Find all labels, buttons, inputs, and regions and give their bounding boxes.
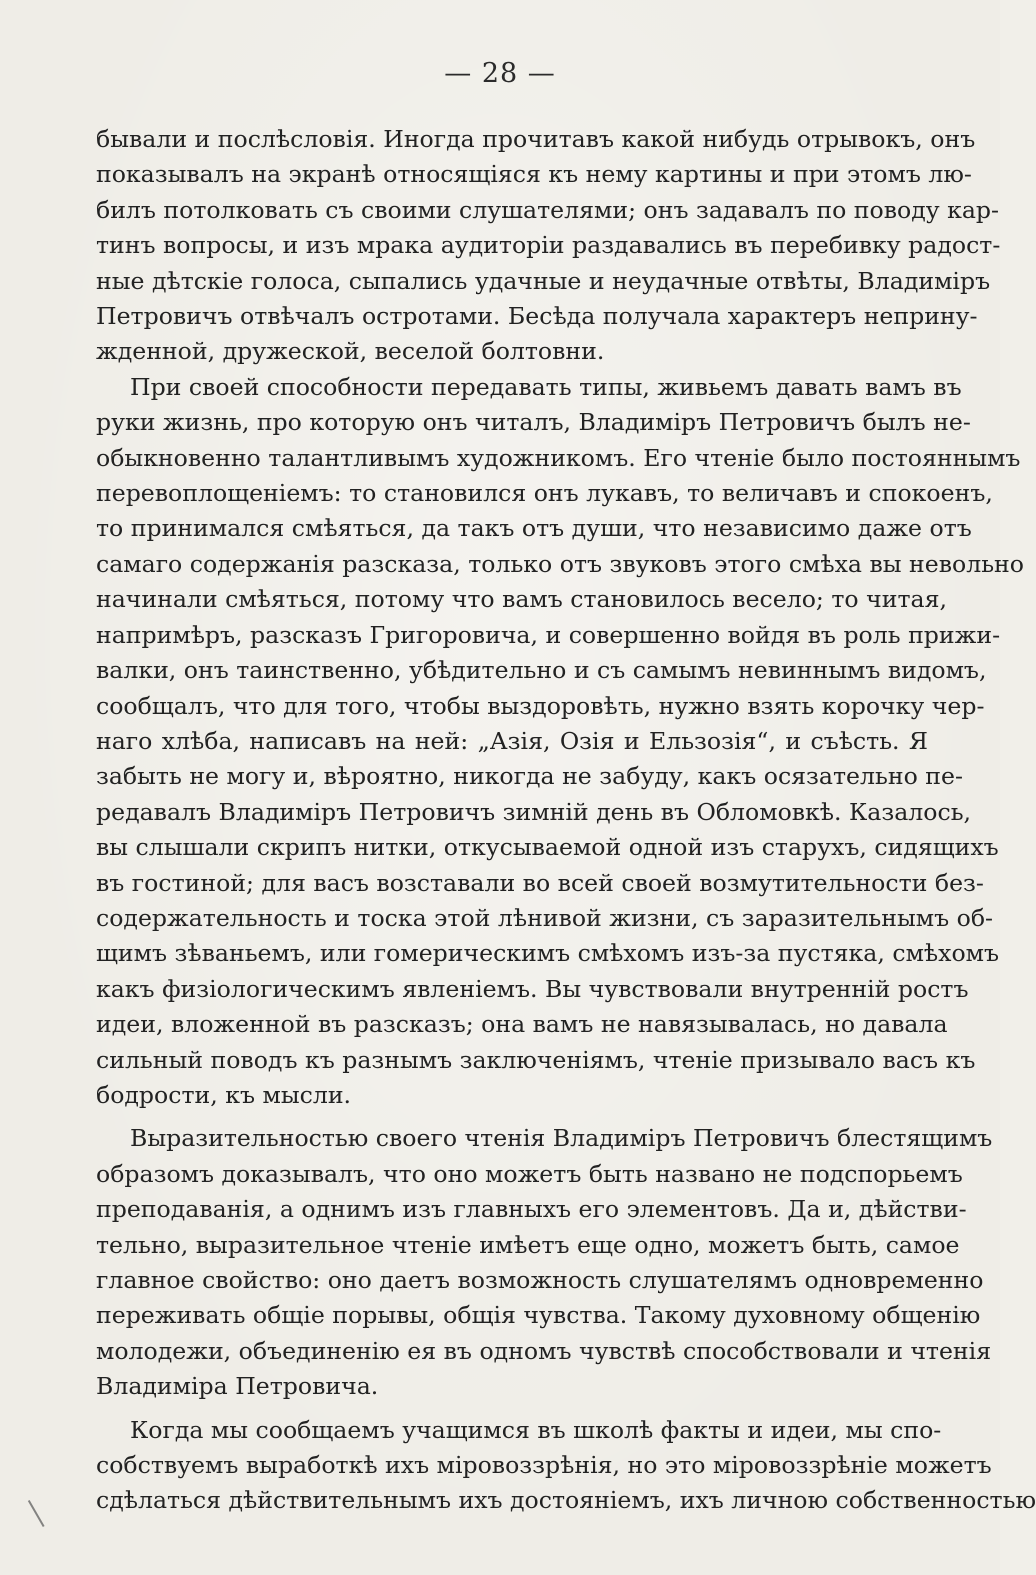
body-text <box>96 122 1036 1519</box>
text-line: главное свойство: оно даетъ возможность слушателямъ одновременно <box>96 1266 984 1294</box>
paragraph <box>96 1121 993 1404</box>
paragraph <box>96 370 1024 1114</box>
text-line: наго хлѣба, написавъ на ней: „Азія, Озія и Ельзозія“, и съѣсть. Я <box>96 726 928 755</box>
text-line: собствуемъ выработкѣ ихъ міровоззрѣнія, но это міровоззрѣніе можетъ <box>96 1451 992 1480</box>
text-line: сдѣлаться дѣйствительнымъ ихъ достояніемъ, ихъ личною собственностью <box>96 1486 1036 1515</box>
text-line: самаго содержанія разсказа, только отъ звуковъ этого смѣха вы невольно <box>96 549 1024 578</box>
paragraph <box>96 1413 1036 1519</box>
text-line: то принимался смѣяться, да такъ отъ души, что независимо даже отъ <box>96 514 972 543</box>
text-line: Петровичъ отвѣчалъ остротами. Бесѣда получала характеръ неприну- <box>96 302 978 331</box>
text-line: образомъ доказывалъ, что оно можетъ быть названо не подспорьемъ <box>96 1159 963 1188</box>
text-line: въ гостиной; для васъ возставали во всей своей возмутительности без- <box>96 868 984 897</box>
text-line: бодрости, къ мысли. <box>96 1080 352 1109</box>
paragraph <box>96 122 1001 370</box>
text-line: Когда мы сообщаемъ учащимся въ школѣ факты и идеи, мы спо- <box>130 1415 942 1444</box>
text-line: напримѣръ, разсказъ Григоровича, и совершенно войдя въ роль прижи- <box>96 620 1001 649</box>
text-line: какъ физіологическимъ явленіемъ. Вы чувствовали внутренній ростъ <box>96 974 969 1003</box>
text-line: содержательность и тоска этой лѣнивой жизни, съ заразительнымъ об- <box>96 903 994 932</box>
text-line: При своей способности передавать типы, живьемъ давать вамъ въ <box>130 372 962 401</box>
text-line: преподаванія, а однимъ изъ главныхъ его элементовъ. Да и, дѣйстви- <box>96 1195 967 1224</box>
page-number: — 28 — <box>444 58 556 89</box>
text-line: валки, онъ таинственно, убѣдительно и съ самымъ невиннымъ видомъ, <box>96 656 987 685</box>
text-line: идеи, вложенной въ разсказъ; она вамъ не навязывалась, но давала <box>96 1010 948 1039</box>
text-line: ные дѣтскіе голоса, сыпались удачные и неудачные отвѣты, Владиміръ <box>96 266 991 295</box>
margin-pen-mark <box>28 1491 60 1527</box>
text-line: редавалъ Владиміръ Петровичъ зимній день въ Обломовкѣ. Казалось, <box>96 797 972 826</box>
text-line: щимъ зѣваньемъ, или гомерическимъ смѣхомъ изъ-за пустяка, смѣхомъ <box>96 939 1000 968</box>
text-line: бывали и послѣсловія. Иногда прочитавъ какой нибудь отрывокъ, онъ <box>96 125 976 153</box>
text-line: билъ потолковать съ своими слушателями; онъ задавалъ по поводу кар- <box>96 195 999 224</box>
text-line: начинали смѣяться, потому что вамъ становилось весело; то читая, <box>96 585 947 614</box>
text-line: перевоплощеніемъ: то становился онъ лукавъ, то величавъ и спокоенъ, <box>96 479 993 508</box>
text-line: сильный поводъ къ разнымъ заключеніямъ, чтеніе призывало васъ къ <box>96 1045 976 1074</box>
text-line: руки жизнь, про которую онъ читалъ, Владиміръ Петровичъ былъ не- <box>96 408 971 437</box>
text-line: переживать общіе порывы, общія чувства. Такому духовному общенію <box>96 1301 981 1330</box>
text-line: вы слышали скрипъ нитки, откусываемой одной изъ старухъ, сидящихъ <box>96 833 999 862</box>
text-line: тинъ вопросы, и изъ мрака аудиторіи раздавались въ перебивку радост- <box>96 231 1001 260</box>
text-line: забыть не могу и, вѣроятно, никогда не забуду, какъ осязательно пе- <box>96 762 963 791</box>
text-line: жденной, дружеской, веселой болтовни. <box>96 337 605 366</box>
text-line: сообщалъ, что для того, чтобы выздоровѣть, нужно взять корочку чер- <box>96 691 985 720</box>
text-line: обыкновенно талантливымъ художникомъ. Его чтеніе было постояннымъ <box>96 443 1021 472</box>
text-line: Владиміра Петровича. <box>96 1372 379 1401</box>
text-line: Выразительностью своего чтенія Владиміръ Петровичъ блестящимъ <box>130 1124 993 1153</box>
text-line: молодежи, объединенію ея въ одномъ чувствѣ способствовали и чтенія <box>96 1336 992 1365</box>
text-line: показывалъ на экранѣ относящіяся къ нему картины и при этомъ лю- <box>96 160 972 189</box>
text-line: тельно, выразительное чтеніе имѣетъ еще одно, можетъ быть, самое <box>96 1230 960 1259</box>
